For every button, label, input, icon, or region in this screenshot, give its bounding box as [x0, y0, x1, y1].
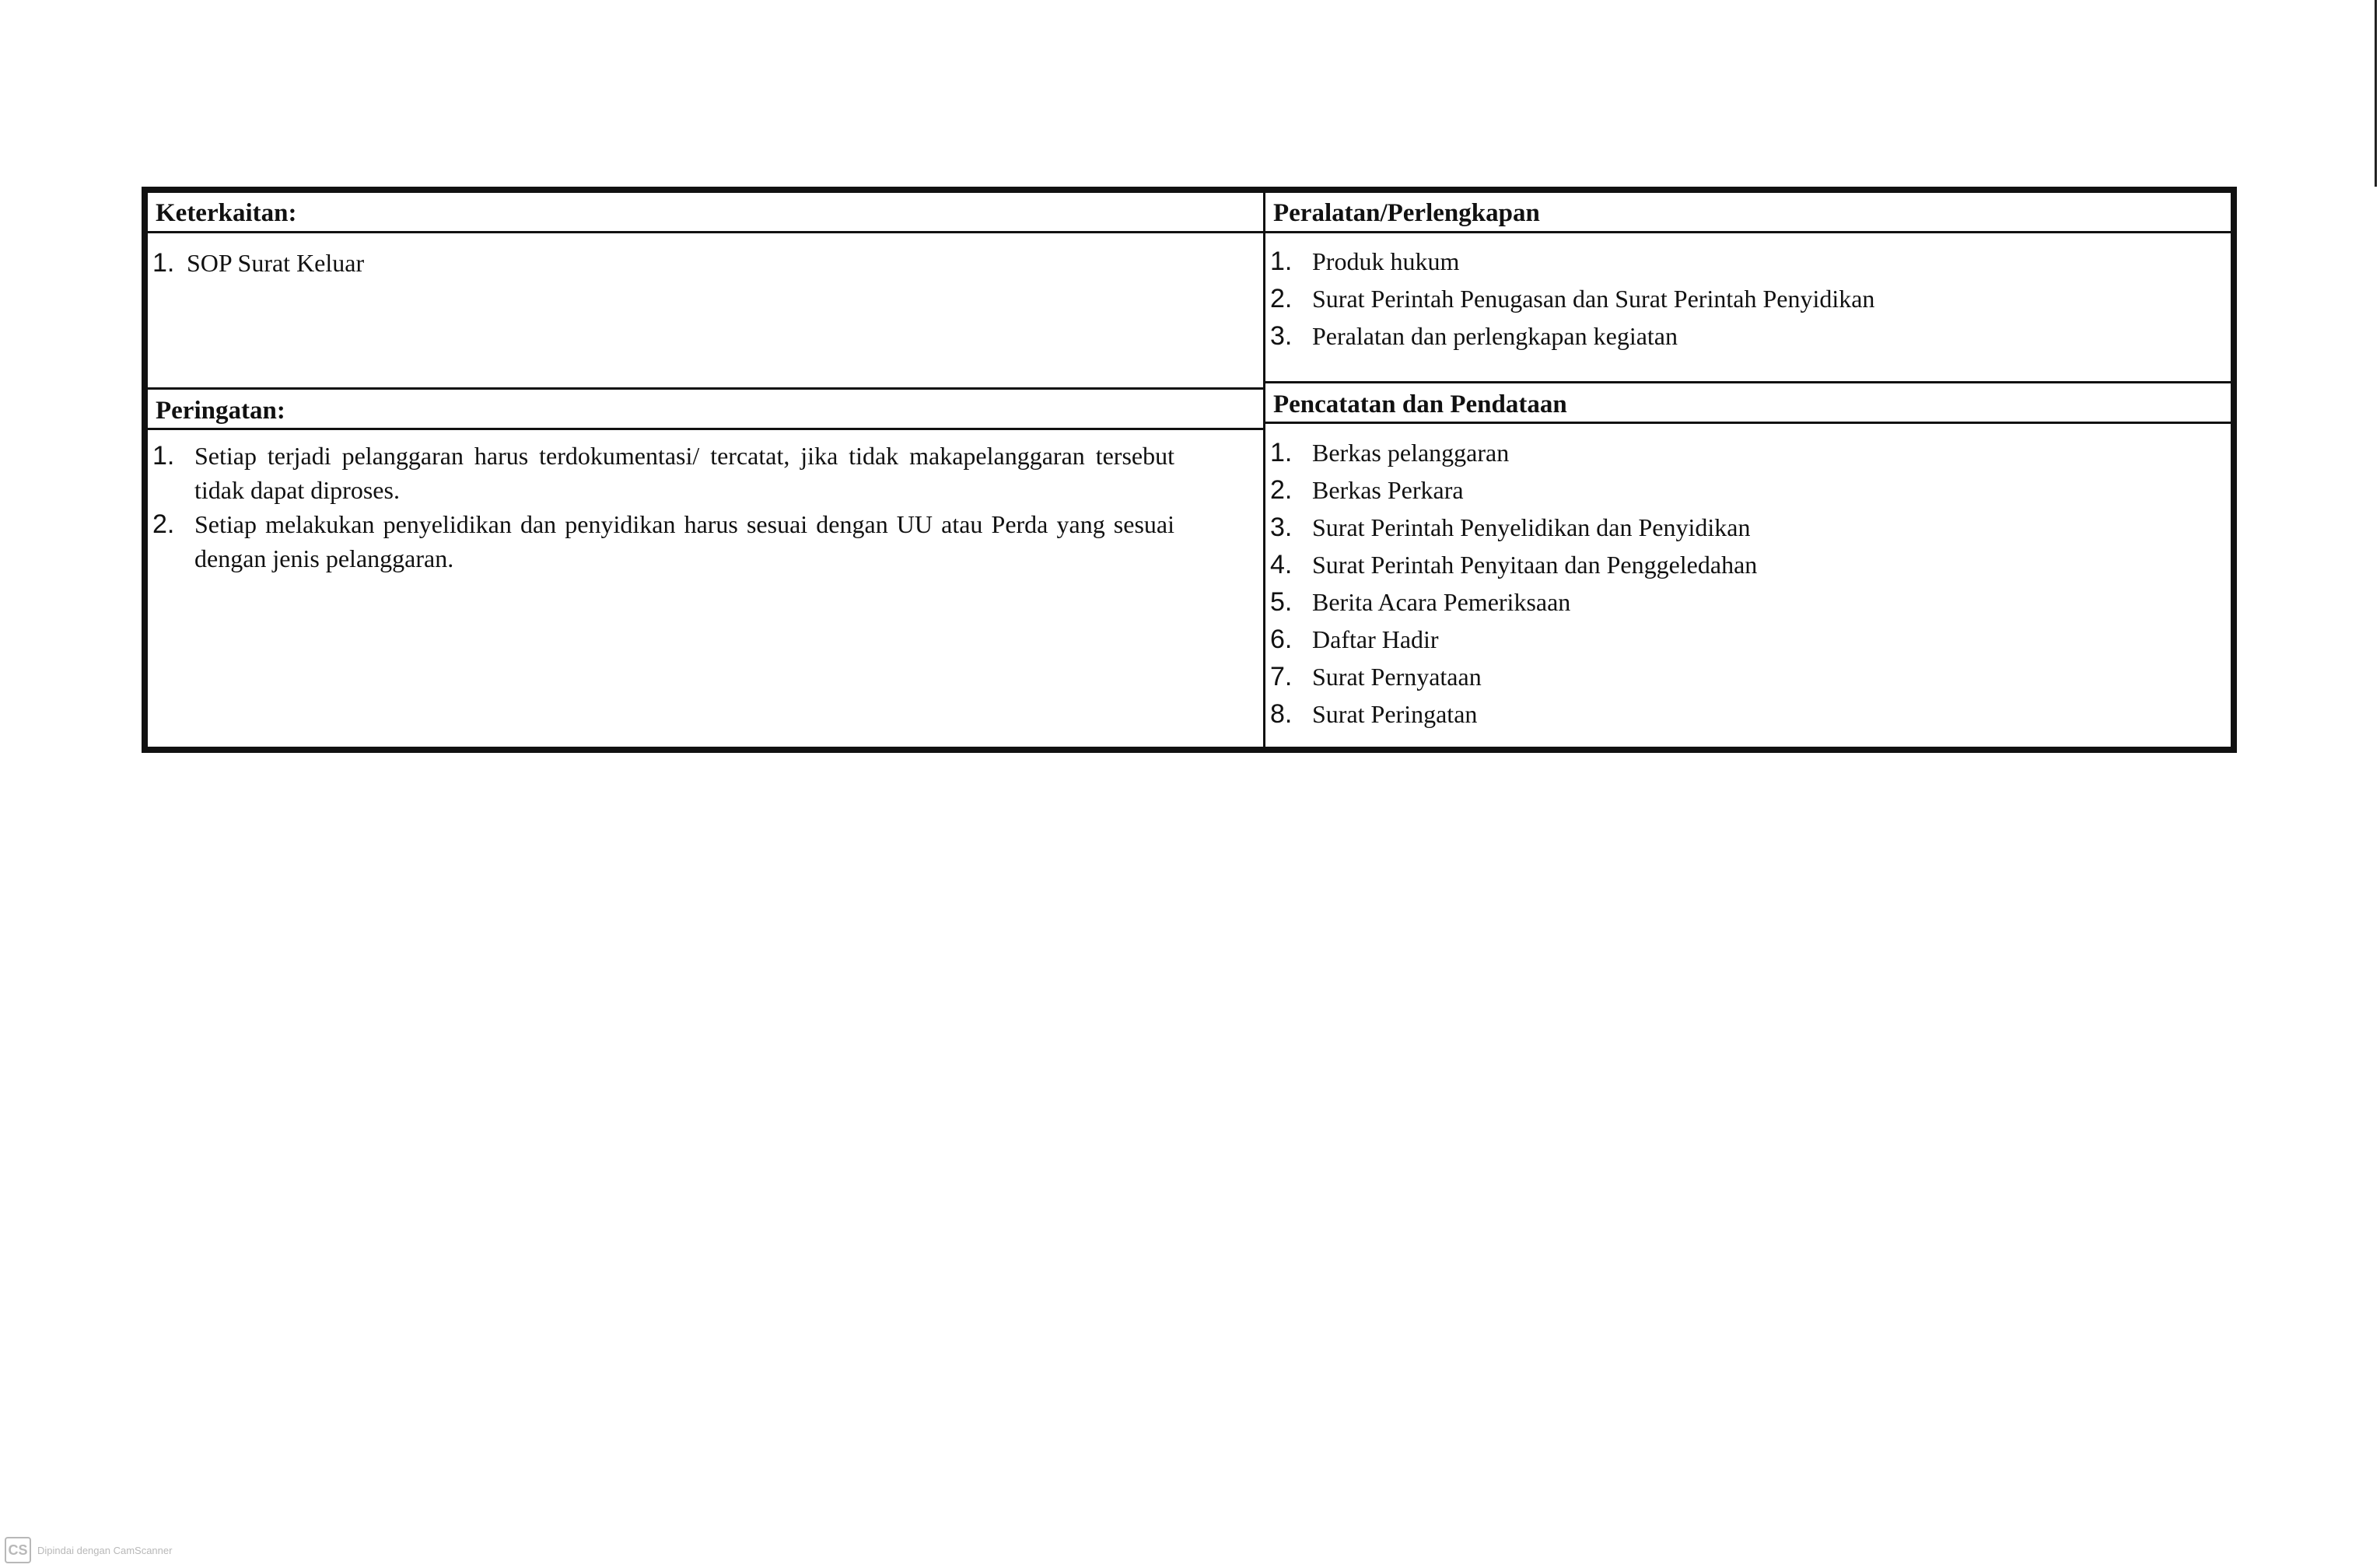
item-text: Produk hukum [1312, 247, 1460, 275]
item-number: 1. [152, 441, 175, 471]
keterkaitan-header: Keterkaitan: [148, 193, 1263, 233]
camscanner-text: Dipindai dengan CamScanner [37, 1544, 173, 1556]
peralatan-list [1265, 243, 2231, 355]
peralatan-item [1265, 317, 2231, 355]
keterkaitan-item [148, 244, 1263, 282]
peringatan-item [148, 439, 1174, 507]
item-text: Surat Perintah Penyitaan dan Penggeledahan [1312, 551, 1758, 579]
item-number: 4. [1270, 550, 1293, 579]
item-number: 2. [1270, 284, 1293, 313]
keterkaitan-list [148, 244, 1263, 282]
item-text: Peralatan dan perlengkapan kegiatan [1312, 322, 1678, 350]
page-edge-line [2375, 0, 2377, 187]
item-number: 2. [152, 509, 175, 539]
pencatatan-item [1265, 583, 2231, 621]
sop-info-table [142, 187, 2237, 753]
item-number: 2. [1270, 475, 1293, 505]
item-text: Berkas Perkara [1312, 476, 1464, 504]
item-text: Surat Pernyataan [1312, 663, 1482, 691]
item-text: Surat Peringatan [1312, 700, 1478, 728]
peralatan-header: Peralatan/Perlengkapan [1265, 193, 2231, 233]
right-column [1263, 193, 2231, 747]
item-number: 3. [1270, 321, 1293, 351]
item-text: Surat Perintah Penyelidikan dan Penyidikan [1312, 513, 1751, 541]
item-number: 1. [152, 248, 175, 278]
item-number: 1. [1270, 438, 1293, 467]
pencatatan-item [1265, 509, 2231, 546]
item-text: SOP Surat Keluar [187, 249, 365, 277]
item-text: Daftar Hadir [1312, 625, 1439, 653]
item-number: 5. [1270, 587, 1293, 617]
peringatan-list [148, 439, 1263, 576]
pencatatan-item [1265, 621, 2231, 658]
left-column [148, 193, 1263, 747]
item-number: 8. [1270, 699, 1293, 729]
pencatatan-item [1265, 471, 2231, 509]
pencatatan-list [1265, 434, 2231, 733]
peralatan-item [1265, 280, 2231, 317]
peringatan-header: Peringatan: [148, 387, 1263, 430]
item-number: 6. [1270, 625, 1293, 654]
pencatatan-item [1265, 658, 2231, 695]
pencatatan-header: Pencatatan dan Pendataan [1265, 381, 2231, 424]
peralatan-item [1265, 243, 2231, 280]
item-number: 3. [1270, 513, 1293, 542]
item-text: Surat Perintah Penugasan dan Surat Perintah Penyidikan [1312, 285, 1875, 313]
item-text: Setiap terjadi pelanggaran harus terdokumentasi/ tercatat, jika tidak makapelanggaran tersebut tidak dapat diproses. [194, 442, 1174, 504]
camscanner-watermark [5, 1537, 172, 1563]
item-text: Setiap melakukan penyelidikan dan penyidikan harus sesuai dengan UU atau Perda yang sesuai dengan jenis pelanggaran. [194, 510, 1174, 572]
pencatatan-item [1265, 546, 2231, 583]
pencatatan-item [1265, 434, 2231, 471]
item-text: Berkas pelanggaran [1312, 439, 1510, 467]
item-number: 7. [1270, 662, 1293, 691]
camscanner-logo-icon: CS [5, 1537, 31, 1563]
item-text: Berita Acara Pemeriksaan [1312, 588, 1571, 616]
pencatatan-item [1265, 695, 2231, 733]
peringatan-item [148, 507, 1174, 576]
item-number: 1. [1270, 247, 1293, 276]
